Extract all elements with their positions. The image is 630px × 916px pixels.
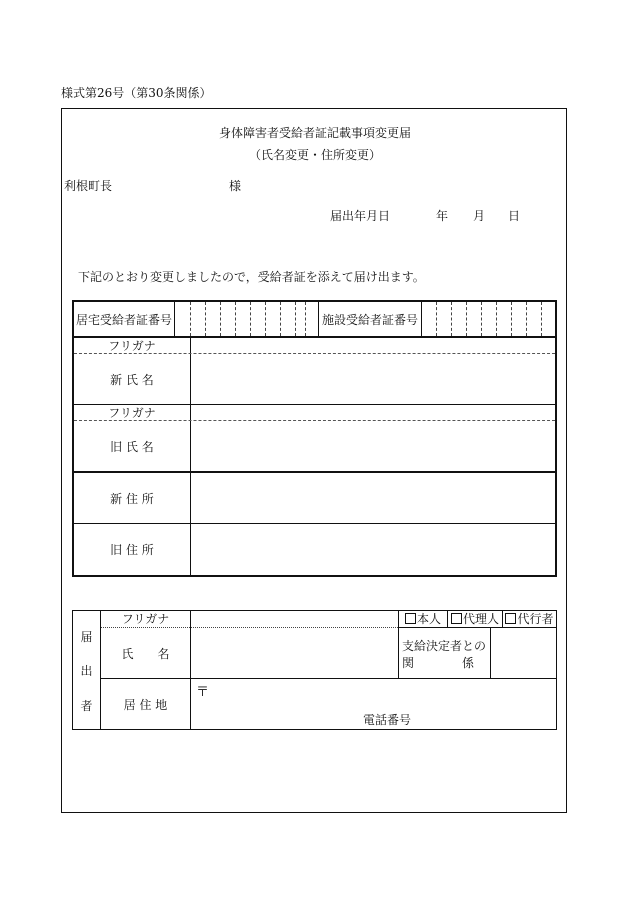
home-cert-number-input[interactable] (175, 302, 318, 336)
option-self[interactable] (399, 610, 447, 627)
relation-label-2: 関 係 (402, 656, 475, 670)
relation-input[interactable] (491, 628, 556, 678)
honorific: 様 (229, 179, 242, 193)
new-address-input[interactable] (191, 473, 555, 523)
date-year: 年 (436, 209, 449, 223)
date-month: 月 (473, 209, 486, 223)
option-agent[interactable] (448, 610, 502, 627)
date-day: 日 (508, 209, 521, 223)
home-cert-label: 居宅受給者証番号 (75, 312, 172, 327)
old-name-label: 旧 氏 名 (110, 439, 154, 454)
date-label: 届出年月日 (330, 209, 391, 223)
old-furigana-input[interactable] (191, 404, 555, 420)
form-number: 様式第26号（第30条関係） (61, 86, 212, 100)
notifier-furigana-input[interactable] (191, 611, 398, 627)
relation-label-1: 支給決定者との (402, 639, 487, 653)
option-self-label: 本人 (416, 612, 441, 626)
notifier-furigana-label: フリガナ (121, 612, 170, 626)
phone-label: 電話番号 (363, 713, 412, 727)
option-proxy-label: 代行者 (517, 612, 554, 626)
old-name-input[interactable] (191, 421, 555, 471)
postal-mark: 〒 (196, 685, 210, 700)
form-title: 身体障害者受給者証記載事項変更届 (218, 126, 411, 140)
notifier-char-3: 者 (80, 698, 93, 713)
notifier-name-label: 氏 名 (121, 646, 170, 661)
facility-cert-number-input[interactable] (422, 302, 555, 336)
option-agent-label: 代理人 (462, 612, 499, 626)
notifier-char-2: 出 (80, 663, 93, 678)
checkbox-agent[interactable] (451, 613, 462, 624)
notifier-char-1: 届 (80, 629, 93, 644)
notifier-address-label: 居 住 地 (123, 697, 168, 712)
old-furigana-label: フリガナ (108, 405, 156, 420)
checkbox-self[interactable] (405, 613, 416, 624)
old-address-input[interactable] (191, 524, 555, 575)
new-name-label: 新 氏 名 (110, 372, 154, 387)
new-name-input[interactable] (191, 354, 555, 404)
notifier-name-input[interactable] (191, 628, 398, 678)
option-proxy[interactable] (503, 610, 556, 627)
new-furigana-label: フリガナ (108, 338, 156, 353)
new-furigana-input[interactable] (191, 337, 555, 353)
facility-cert-label: 施設受給者証番号 (321, 312, 418, 327)
intro-text: 下記のとおり変更しましたので，受給者証を添えて届け出ます。 (78, 270, 425, 284)
checkbox-proxy[interactable] (505, 613, 516, 624)
addressee: 利根町長 (64, 179, 113, 193)
new-address-label: 新 住 所 (110, 491, 154, 506)
old-address-label: 旧 住 所 (110, 543, 154, 557)
form-subtitle: （氏名変更・住所変更） (248, 148, 381, 162)
